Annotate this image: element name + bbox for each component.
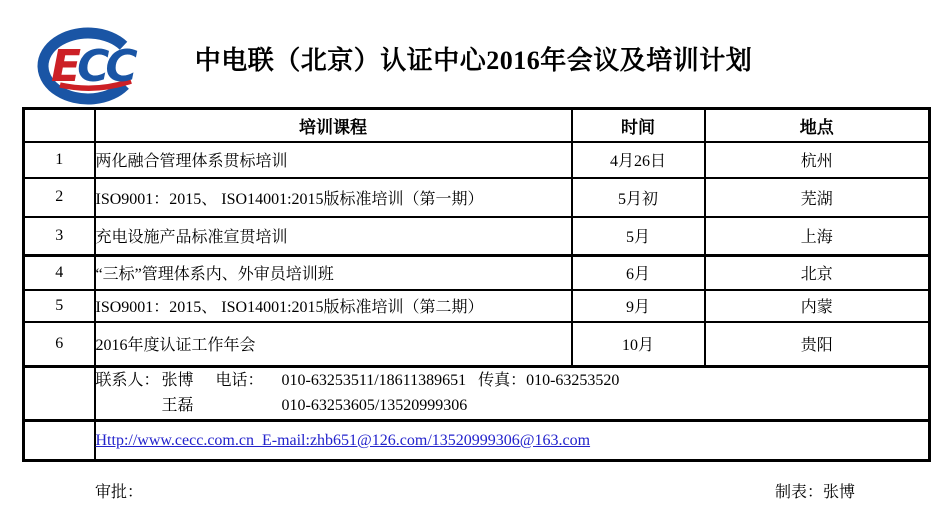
table-row — [24, 142, 930, 178]
phone-label: 电话： — [215, 371, 264, 389]
location-cell: 贵阳 — [705, 322, 930, 367]
col-header-course: 培训课程 — [95, 109, 572, 142]
link-cell — [95, 421, 930, 461]
tabulator-label: 制表：张博 — [775, 484, 856, 501]
course-cell: ISO9001：2015、 ISO14001:2015版标准培训（第一期） — [95, 178, 572, 217]
time-cell: 5月 — [572, 217, 705, 256]
location-cell: 内蒙 — [705, 290, 930, 322]
contact-name-1: 张博 — [161, 371, 194, 389]
course-cell: “三标”管理体系内、外审员培训班 — [95, 256, 572, 290]
contact-fax: 传真：010-63253520 — [478, 371, 620, 389]
location-cell: 杭州 — [705, 142, 930, 178]
table-row — [24, 178, 930, 217]
logo-letters: ECC — [51, 41, 134, 92]
row-number: 1 — [24, 142, 95, 178]
col-header-location: 地点 — [705, 109, 930, 142]
contact-label: 联系人： — [95, 371, 160, 389]
contact-line-1 — [282, 369, 929, 394]
contact-row-index — [24, 367, 95, 421]
time-cell: 9月 — [572, 290, 705, 322]
time-cell: 6月 — [572, 256, 705, 290]
col-header-index — [24, 109, 95, 142]
row-number: 5 — [24, 290, 95, 322]
table-row — [24, 256, 930, 290]
location-cell: 北京 — [705, 256, 930, 290]
location-cell: 上海 — [705, 217, 930, 256]
header-row — [24, 109, 930, 142]
contact-cell — [95, 367, 930, 421]
location-cell: 芜湖 — [705, 178, 930, 217]
website-link[interactable]: Http://www.cecc.com.cn E-mail:zhb651@126.com/13520999306@163.com — [95, 431, 591, 449]
time-cell: 10月 — [572, 322, 705, 367]
contact-phones-2: 010-63253605/13520999306 — [281, 396, 468, 414]
plan-table — [22, 107, 931, 462]
contact-name-2: 王磊 — [161, 396, 194, 414]
time-cell: 4月26日 — [572, 142, 705, 178]
col-header-time: 时间 — [572, 109, 705, 142]
row-number: 6 — [24, 322, 95, 367]
course-cell: 2016年度认证工作年会 — [95, 322, 572, 367]
contact-phones-1: 010-63253511/18611389651 — [281, 371, 467, 389]
page-title: 中电联（北京）认证中心2016年会议及培训计划 — [194, 46, 753, 75]
row-number: 4 — [24, 256, 95, 290]
link-row — [24, 421, 930, 461]
row-number: 2 — [24, 178, 95, 217]
table-row — [24, 322, 930, 367]
row-number: 3 — [24, 217, 95, 256]
time-cell: 5月初 — [572, 178, 705, 217]
course-cell: 充电设施产品标准宣贯培训 — [95, 217, 572, 256]
course-cell: ISO9001：2015、 ISO14001:2015版标准培训（第二期） — [95, 290, 572, 322]
contact-row — [24, 367, 930, 421]
table-row — [24, 290, 930, 322]
course-cell: 两化融合管理体系贯标培训 — [95, 142, 572, 178]
table-row — [24, 217, 930, 256]
link-row-index — [24, 421, 95, 461]
approval-label: 审批： — [95, 484, 144, 501]
